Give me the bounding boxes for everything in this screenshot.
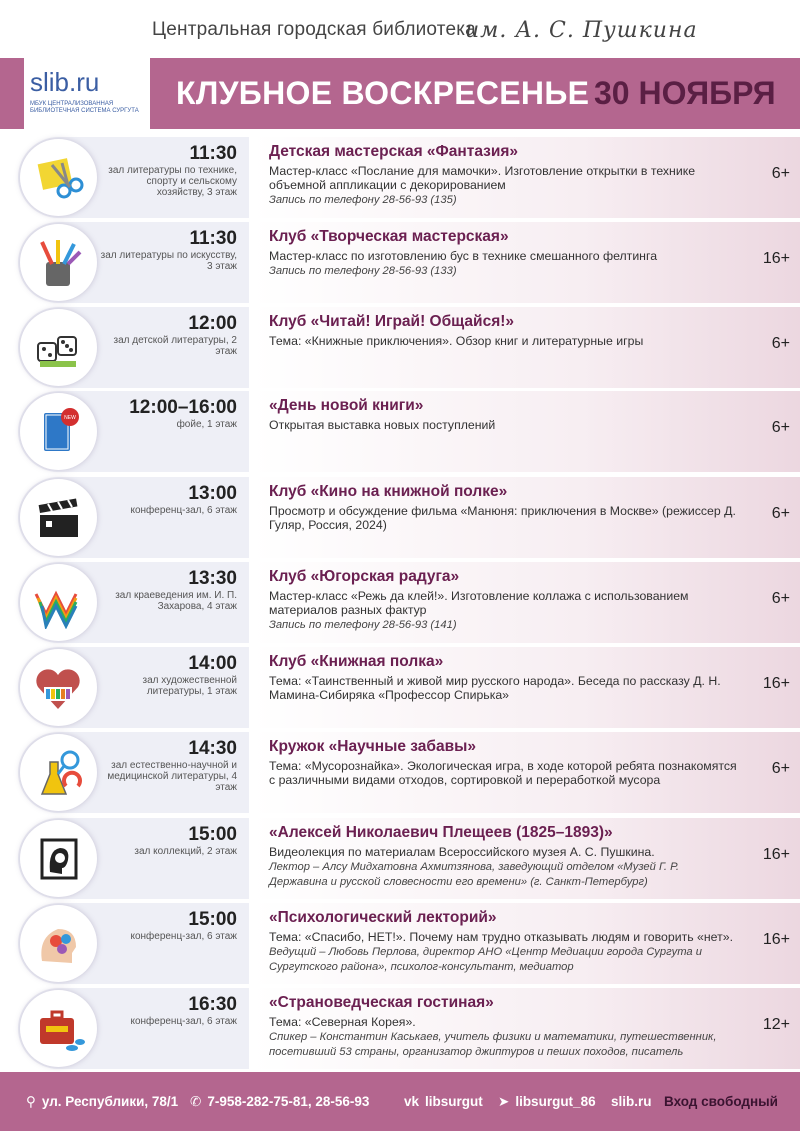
footer-address[interactable]: ⚲ ул. Республики, 78/1: [26, 1094, 179, 1109]
event-details: [253, 137, 800, 218]
age-rating: 16+: [762, 931, 790, 948]
event-place: зал литературы по технике, спорту и сельскому хозяйству, 3 этаж: [108, 165, 237, 198]
event-time: 11:30: [189, 228, 237, 249]
event-description: [269, 759, 739, 787]
event-note: Лектор – Алсу Мидхатовна Ахмитзянова, заведующий отделом «Музей Г. Р. Державина и русской словесности его времени» (г. Санкт-Петербург): [269, 861, 679, 888]
new-book-icon: [20, 393, 97, 470]
event-time: 15:00: [188, 909, 237, 930]
event-row: [18, 222, 800, 303]
footer-phones[interactable]: ✆ 7-958-282-75-81, 28-56-93: [190, 1094, 370, 1109]
event-title: Детская мастерская «Фантазия»: [269, 143, 519, 160]
event-description: [269, 164, 739, 207]
event-time-cell: [18, 222, 249, 303]
event-title: Клуб «Кино на книжной полке»: [269, 483, 508, 500]
event-details: [253, 903, 800, 984]
event-row: [18, 391, 800, 472]
event-place: зал краеведения им. И. П. Захарова, 4 этаж: [115, 590, 237, 612]
event-title: «Страноведческая гостиная»: [269, 994, 494, 1011]
age-rating: 6+: [771, 165, 790, 182]
event-description: [269, 674, 739, 702]
event-title: Клуб «Творческая мастерская»: [269, 228, 509, 245]
age-rating: 16+: [762, 675, 790, 692]
event-place: зал детской литературы, 2 этаж: [113, 335, 237, 357]
event-time-cell: [18, 477, 249, 558]
telegram-icon: ➤: [498, 1094, 510, 1109]
event-description: [269, 930, 739, 974]
event-time-cell: [18, 903, 249, 984]
event-note: Спикер – Константин Каськаев, учитель физики и математики, путешественник, посетивший 53 страны, организатор джиптуров и пеших походов, писатель: [269, 1031, 717, 1058]
event-details: [253, 647, 800, 728]
pencil-cup-icon: [20, 224, 97, 301]
heart-books-icon: [20, 649, 97, 726]
event-time-cell: [18, 818, 249, 899]
event-title: «Алексей Николаевич Плещеев (1825–1893)»: [269, 824, 613, 841]
event-details: [253, 988, 800, 1069]
event-time: 15:00: [188, 824, 237, 845]
event-description: [269, 589, 739, 632]
event-note: Запись по телефону 28-56-93 (133): [269, 265, 457, 277]
event-description: [269, 249, 739, 278]
footer-free-entry: Вход свободный: [664, 1094, 778, 1109]
event-place: зал естественно-научной и медицинской литературы, 4 этаж: [107, 760, 237, 793]
event-place: зал художественной литературы, 1 этаж: [142, 675, 237, 697]
library-name: Центральная городская библиотека: [152, 19, 476, 40]
footer-telegram[interactable]: ➤ libsurgut_86: [498, 1094, 596, 1109]
age-rating: 6+: [771, 419, 790, 436]
event-details: [253, 391, 800, 472]
event-desc-text: Мастер-класс «Послание для мамочки». Изготовление открытки в технике объемной аппликации с декорированием: [269, 164, 696, 192]
event-title: «День новой книги»: [269, 397, 424, 414]
event-date: 30 НОЯБРЯ: [594, 75, 776, 111]
event-title: Клуб «Читай! Играй! Общайся!»: [269, 313, 515, 330]
event-place: конференц-зал, 6 этаж: [130, 931, 237, 942]
library-named-after: им. А. С. Пушкина: [465, 18, 698, 43]
logo-main: slib: [30, 67, 70, 97]
age-rating: 16+: [762, 846, 790, 863]
footer-vk[interactable]: vk libsurgut: [404, 1094, 483, 1109]
event-desc-text: Мастер-класс по изготовлению бус в технике смешанного фелтинга: [269, 249, 658, 263]
event-desc-text: Тема: «Северная Корея».: [269, 1015, 416, 1029]
event-row: [18, 477, 800, 558]
event-time: 14:00: [188, 653, 237, 674]
event-desc-text: Просмотр и обсуждение фильма «Манюня: приключения в Москве» (режиссер Д. Гуляр, Россия, 2024): [269, 504, 736, 532]
event-note: Ведущий – Любовь Перлова, директор АНО «Центр Медиации города Сургута и Сургутского района», психолог-консультант, медиатор: [269, 946, 702, 973]
event-time: 11:30: [189, 143, 237, 164]
event-row: [18, 732, 800, 813]
event-description: [269, 418, 739, 432]
science-icon: [20, 734, 97, 811]
event-desc-text: Тема: «Мусорознайка». Экологическая игра, в ходе которой ребята познакомятся с различными видами отходов, сортировкой и переработкой мусора: [269, 759, 737, 787]
logo-mark: [30, 64, 99, 99]
event-time-cell: [18, 562, 249, 643]
event-row: [18, 137, 800, 218]
event-title: Клуб «Книжная полка»: [269, 653, 444, 670]
event-desc-text: Открытая выставка новых поступлений: [269, 418, 496, 432]
event-title: Кружок «Научные забавы»: [269, 738, 476, 755]
event-row: [18, 647, 800, 728]
age-rating: 6+: [771, 590, 790, 607]
event-time-cell: [18, 732, 249, 813]
phone-icon: ✆: [190, 1094, 202, 1109]
event-desc-text: Тема: «Спасибо, НЕТ!». Почему нам трудно отказывать людям и говорить «нет».: [269, 930, 733, 944]
event-time-cell: [18, 647, 249, 728]
event-note: Запись по телефону 28-56-93 (135): [269, 194, 457, 206]
event-place: конференц-зал, 6 этаж: [130, 505, 237, 516]
event-description: [269, 1015, 739, 1059]
event-place: зал литературы по искусству, 3 этаж: [100, 250, 237, 272]
event-details: [253, 562, 800, 643]
event-row: [18, 562, 800, 643]
age-rating: 12+: [762, 1016, 790, 1033]
logo-suffix: .ru: [69, 67, 100, 97]
event-title: Клуб «Югорская радуга»: [269, 568, 460, 585]
event-time-cell: [18, 307, 249, 388]
event-place: зал коллекций, 2 этаж: [134, 846, 237, 857]
brain-gears-icon: [20, 905, 97, 982]
clapperboard-icon: [20, 479, 97, 556]
event-time: 13:00: [188, 483, 237, 504]
age-rating: 6+: [771, 760, 790, 777]
scissors-paper-icon: [20, 139, 97, 216]
suitcase-icon: [20, 990, 97, 1067]
event-description: [269, 845, 739, 889]
age-rating: 6+: [771, 335, 790, 352]
event-row: [18, 988, 800, 1069]
event-description: [269, 334, 739, 348]
event-time: 14:30: [188, 738, 237, 759]
event-row: [18, 307, 800, 388]
event-description: [269, 504, 739, 532]
rainbow-ornament-icon: [20, 564, 97, 641]
event-time-cell: [18, 391, 249, 472]
event-note: Запись по телефону 28-56-93 (141): [269, 619, 457, 631]
event-time-cell: [18, 137, 249, 218]
event-time: 13:30: [188, 568, 237, 589]
event-details: [253, 818, 800, 899]
event-desc-text: Видеолекция по материалам Всероссийского музея А. С. Пушкина.: [269, 845, 655, 859]
footer: [0, 1072, 800, 1131]
event-desc-text: Тема: «Таинственный и живой мир русского народа». Беседа по рассказу Д. Н. Мамина-Сибиряка «Профессор Спирька»: [269, 674, 721, 702]
library-header: [0, 0, 800, 58]
event-row: [18, 818, 800, 899]
page-title: КЛУБНОЕ ВОСКРЕСЕНЬЕ: [176, 75, 590, 111]
event-desc-text: Тема: «Книжные приключения». Обзор книг и литературные игры: [269, 334, 644, 348]
logo-caption: МБУК ЦЕНТРАЛИЗОВАННАЯ БИБЛИОТЕЧНАЯ СИСТЕМА СУРГУТА: [30, 101, 139, 114]
svg-text:NEW: NEW: [64, 415, 76, 421]
event-details: [253, 222, 800, 303]
event-desc-text: Мастер-класс «Режь да клей!». Изготовление коллажа с использованием материалов разных фактур: [269, 589, 689, 617]
event-row: [18, 903, 800, 984]
event-place: конференц-зал, 6 этаж: [130, 1016, 237, 1027]
event-details: [253, 477, 800, 558]
event-title: «Психологический лекторий»: [269, 909, 497, 926]
dice-icon: [20, 309, 97, 386]
event-time: 16:30: [188, 994, 237, 1015]
event-details: [253, 732, 800, 813]
age-rating: 6+: [771, 505, 790, 522]
event-details: [253, 307, 800, 388]
age-rating: 16+: [762, 250, 790, 267]
vk-icon: vk: [404, 1094, 420, 1109]
event-time-cell: [18, 988, 249, 1069]
event-time: 12:00: [188, 313, 237, 334]
location-pin-icon: ⚲: [26, 1094, 36, 1109]
pushkin-portrait-icon: [20, 820, 97, 897]
event-time: 12:00–16:00: [129, 397, 237, 418]
footer-site[interactable]: slib.ru: [611, 1094, 652, 1109]
event-place: фойе, 1 этаж: [176, 419, 237, 430]
